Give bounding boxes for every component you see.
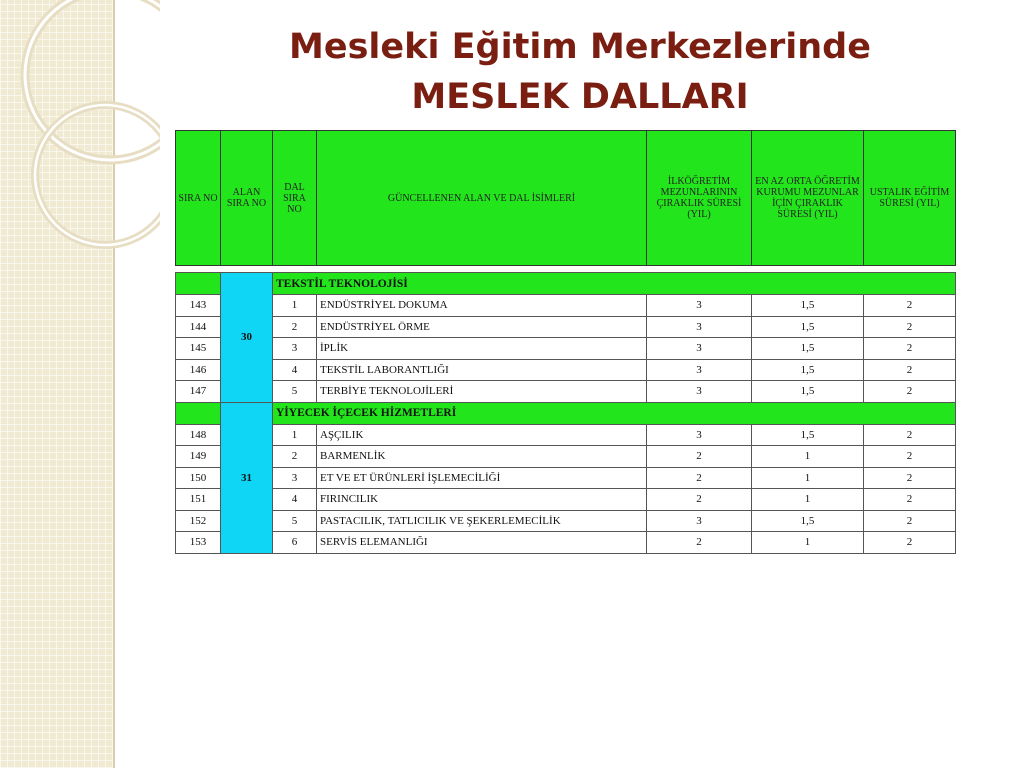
ustalik-suresi-cell: 2 [864, 381, 956, 403]
dal-sira-no-cell: 5 [273, 381, 317, 403]
ilkogretim-suresi-cell: 3 [647, 316, 752, 338]
group-name: TEKSTİL TEKNOLOJİSİ [273, 273, 956, 295]
header-alan-dal-isimleri: GÜNCELLENEN ALAN VE DAL İSİMLERİ [317, 131, 647, 266]
table-row [176, 489, 956, 511]
sira-no-cell: 153 [176, 532, 221, 554]
slide-title-line-2: MESLEK DALLARI [411, 77, 749, 117]
header-ilkogretim-suresi: İLKÖĞRETİM MEZUNLARININ ÇIRAKLIK SÜRESİ (YIL) [647, 131, 752, 266]
orta-ogretim-suresi-cell: 1 [752, 532, 864, 554]
group-name: YİYECEK İÇECEK HİZMETLERİ [273, 402, 956, 424]
orta-ogretim-suresi-cell: 1,5 [752, 510, 864, 532]
table-row [176, 532, 956, 554]
ustalik-suresi-cell: 2 [864, 316, 956, 338]
ilkogretim-suresi-cell: 3 [647, 359, 752, 381]
orta-ogretim-suresi-cell: 1 [752, 489, 864, 511]
ilkogretim-suresi-cell: 2 [647, 489, 752, 511]
orta-ogretim-suresi-cell: 1,5 [752, 424, 864, 446]
dal-sira-no-cell: 2 [273, 446, 317, 468]
dal-name-cell: PASTACILIK, TATLICILIK VE ŞEKERLEMECİLİK [317, 510, 647, 532]
ilkogretim-suresi-cell: 3 [647, 338, 752, 360]
header-orta-ogretim-suresi: EN AZ ORTA ÖĞRETİM KURUMU MEZUNLAR İÇİN ÇIRAKLIK SÜRESİ (YIL) [752, 131, 864, 266]
alan-sira-no-cell: 30 [221, 273, 273, 403]
table-body [175, 272, 956, 554]
dal-name-cell: TERBİYE TEKNOLOJİLERİ [317, 381, 647, 403]
orta-ogretim-suresi-cell: 1,5 [752, 338, 864, 360]
ilkogretim-suresi-cell: 3 [647, 510, 752, 532]
dal-name-cell: ENDÜSTRİYEL DOKUMA [317, 295, 647, 317]
ustalik-suresi-cell: 2 [864, 467, 956, 489]
orta-ogretim-suresi-cell: 1 [752, 467, 864, 489]
table-row [176, 316, 956, 338]
sira-no-cell: 145 [176, 338, 221, 360]
dal-sira-no-cell: 4 [273, 359, 317, 381]
ilkogretim-suresi-cell: 3 [647, 381, 752, 403]
header-alan-sira-no: ALAN SIRA NO [221, 131, 273, 266]
sira-no-cell: 150 [176, 467, 221, 489]
ilkogretim-suresi-cell: 3 [647, 424, 752, 446]
header-sira-no: SIRA NO [176, 131, 221, 266]
dal-name-cell: ET VE ET ÜRÜNLERİ İŞLEMECİLİĞİ [317, 467, 647, 489]
ustalik-suresi-cell: 2 [864, 510, 956, 532]
orta-ogretim-suresi-cell: 1,5 [752, 295, 864, 317]
header-ustalik-suresi: USTALIK EĞİTİM SÜRESİ (YIL) [864, 131, 956, 266]
ustalik-suresi-cell: 2 [864, 338, 956, 360]
ustalik-suresi-cell: 2 [864, 489, 956, 511]
sira-no-cell: 152 [176, 510, 221, 532]
dal-name-cell: SERVİS ELEMANLIĞI [317, 532, 647, 554]
ustalik-suresi-cell: 2 [864, 532, 956, 554]
ilkogretim-suresi-cell: 3 [647, 295, 752, 317]
dal-sira-no-cell: 2 [273, 316, 317, 338]
ustalik-suresi-cell: 2 [864, 295, 956, 317]
ilkogretim-suresi-cell: 2 [647, 532, 752, 554]
ustalik-suresi-cell: 2 [864, 359, 956, 381]
sira-no-cell: 149 [176, 446, 221, 468]
group-row [176, 273, 956, 295]
dal-sira-no-cell: 4 [273, 489, 317, 511]
ustalik-suresi-cell: 2 [864, 424, 956, 446]
group-row [176, 402, 956, 424]
group-row-blank [176, 402, 221, 424]
dal-name-cell: BARMENLİK [317, 446, 647, 468]
dal-name-cell: FIRINCILIK [317, 489, 647, 511]
ilkogretim-suresi-cell: 2 [647, 446, 752, 468]
dal-sira-no-cell: 6 [273, 532, 317, 554]
slide-title-line-1: Mesleki Eğitim Merkezlerinde [289, 27, 871, 67]
orta-ogretim-suresi-cell: 1,5 [752, 381, 864, 403]
table-row [176, 510, 956, 532]
slide-title [150, 22, 1010, 122]
table-row [176, 446, 956, 468]
header-dal-sira-no: DAL SIRA NO [273, 131, 317, 266]
sira-no-cell: 151 [176, 489, 221, 511]
group-row-blank [176, 273, 221, 295]
table-row [176, 381, 956, 403]
alan-sira-no-cell: 31 [221, 402, 273, 553]
table-row [176, 359, 956, 381]
dal-name-cell: ENDÜSTRİYEL ÖRME [317, 316, 647, 338]
table-row [176, 295, 956, 317]
sira-no-cell: 148 [176, 424, 221, 446]
ilkogretim-suresi-cell: 2 [647, 467, 752, 489]
dal-sira-no-cell: 1 [273, 424, 317, 446]
sira-no-cell: 147 [176, 381, 221, 403]
dal-name-cell: İPLİK [317, 338, 647, 360]
orta-ogretim-suresi-cell: 1,5 [752, 359, 864, 381]
dal-sira-no-cell: 1 [273, 295, 317, 317]
table-row [176, 467, 956, 489]
sira-no-cell: 144 [176, 316, 221, 338]
sira-no-cell: 146 [176, 359, 221, 381]
table-header [175, 130, 956, 266]
table-row [176, 424, 956, 446]
dal-name-cell: TEKSTİL LABORANTLIĞI [317, 359, 647, 381]
orta-ogretim-suresi-cell: 1 [752, 446, 864, 468]
meslek-dallari-table [175, 130, 955, 554]
ustalik-suresi-cell: 2 [864, 446, 956, 468]
dal-sira-no-cell: 3 [273, 338, 317, 360]
dal-sira-no-cell: 3 [273, 467, 317, 489]
dal-sira-no-cell: 5 [273, 510, 317, 532]
decorative-swirl [0, 0, 160, 260]
orta-ogretim-suresi-cell: 1,5 [752, 316, 864, 338]
table-row [176, 338, 956, 360]
sira-no-cell: 143 [176, 295, 221, 317]
dal-name-cell: AŞÇILIK [317, 424, 647, 446]
